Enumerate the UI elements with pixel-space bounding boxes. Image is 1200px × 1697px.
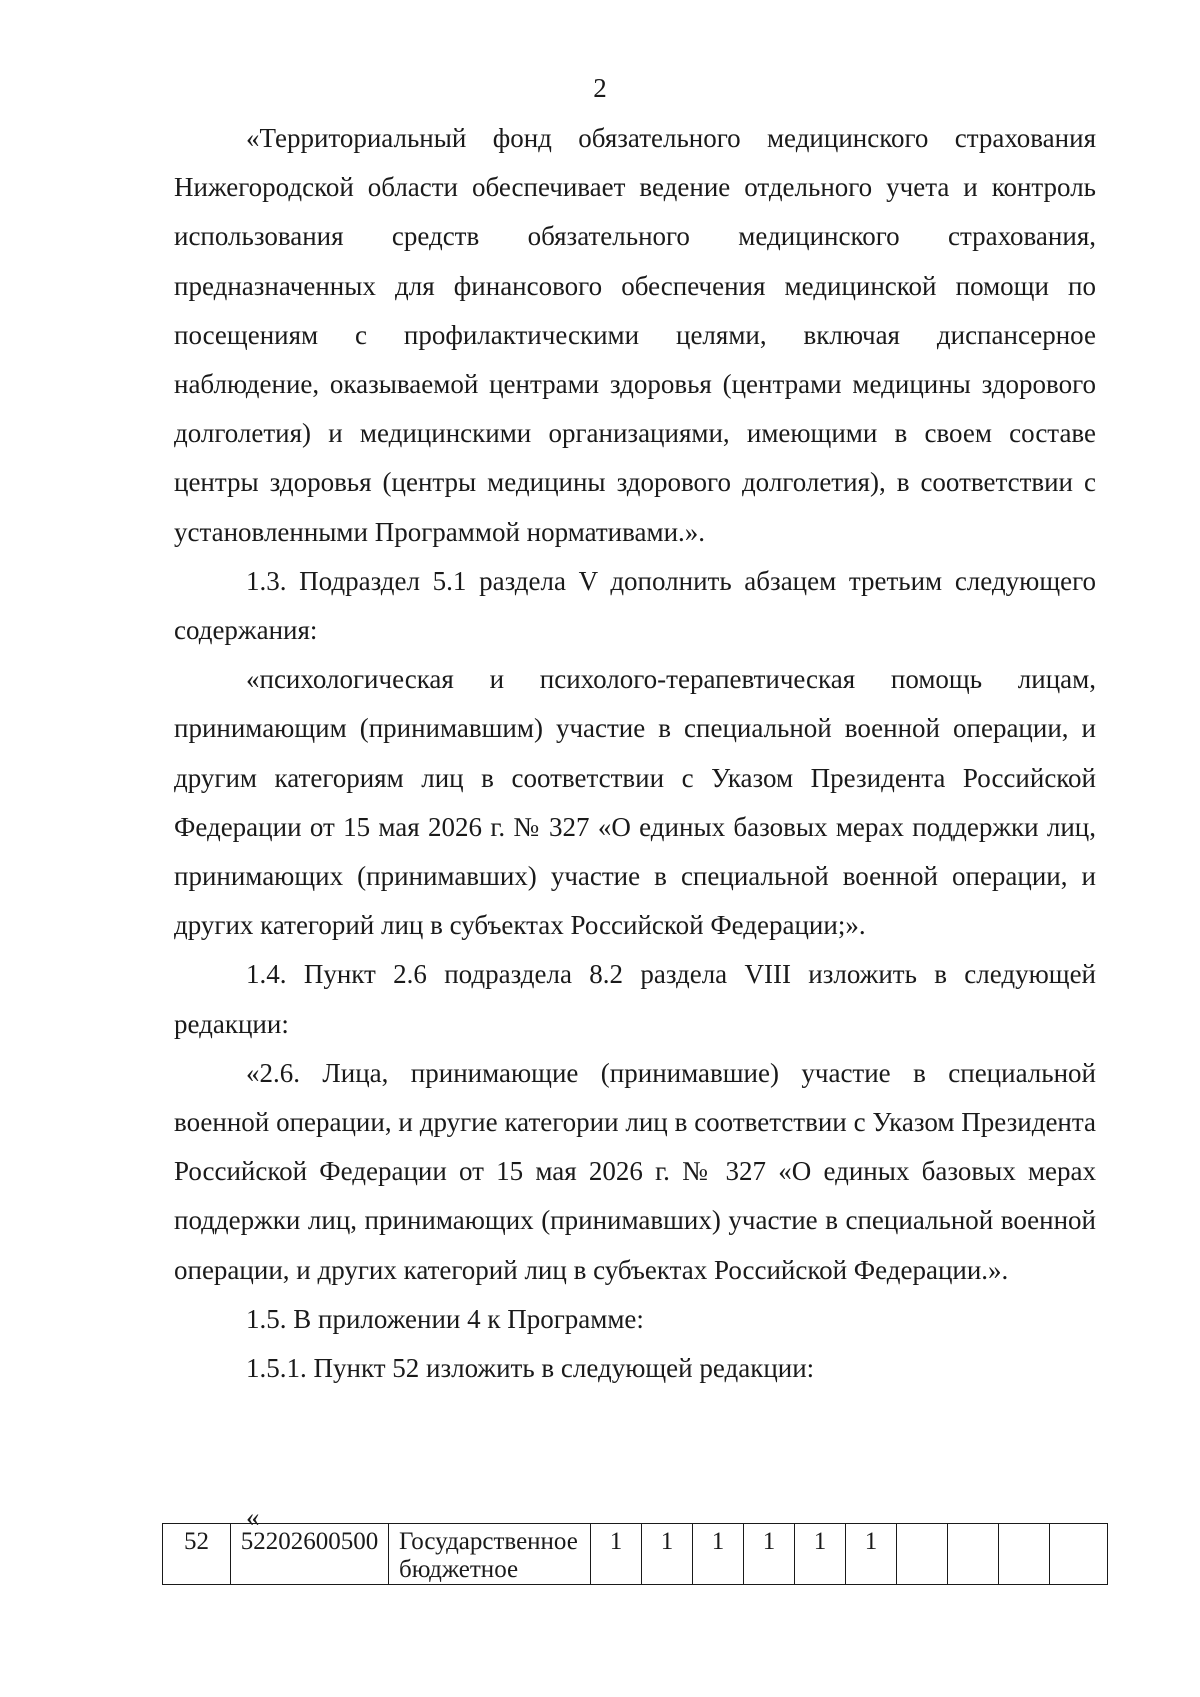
empty-cell — [897, 1524, 948, 1585]
paragraph: «Территориальный фонд обязательного медицинского страхования Нижегородской области обеспечивает ведение отдельного учета и контроль использования средств обязательного медицинского страхования, предназначенных для финансового обеспечения медицинской помощи по посещениям с профилактическими целями, включая диспансерное наблюдение, оказываемой центрами здоровья (центрами медицины здорового долголетия) и медицинскими организациями, имеющими в своем составе центры здоровья (центры медицины здорового долголетия), в соответствии с установленными Программой нормативами.». — [174, 123, 1096, 547]
org-code-cell: 52202600500 — [231, 1524, 389, 1585]
mark-cell: 1 — [693, 1524, 744, 1585]
org-name-line: бюджетное — [399, 1556, 519, 1583]
table-row — [163, 1524, 1108, 1585]
mark-cell: 1 — [846, 1524, 897, 1585]
paragraph: 1.4. Пункт 2.6 подраздела 8.2 раздела VIII изложить в следующей редакции: — [174, 959, 1096, 1039]
appendix-table — [162, 1523, 1108, 1585]
mark-cell: 1 — [744, 1524, 795, 1585]
empty-cell — [948, 1524, 999, 1585]
org-name-line: Государственное — [399, 1528, 578, 1555]
empty-cell — [1050, 1524, 1108, 1585]
paragraph: 1.5. В приложении 4 к Программе: — [246, 1303, 644, 1334]
paragraph: «психологическая и психолого-терапевтическая помощь лицам, принимающим (принимавшим) участие в специальной военной операции, и другим категориям лиц в соответствии с Указом Президента Российской Федерации от 15 мая 2026 г. № 327 «О единых базовых мерах поддержки лиц, принимающих (принимавших) участие в специальной военной операции, и других категорий лиц в субъектах Российской Федерации;». — [174, 664, 1096, 941]
paragraph: «2.6. Лица, принимающие (принимавшие) участие в специальной военной операции, и другие категории лиц в соответствии с Указом Президента Российской Федерации от 15 мая 2026 г. № 327 «О единых базовых мерах поддержки лиц, принимающих (принимавших) участие в специальной военной операции, и других категорий лиц в субъектах Российской Федерации.». — [174, 1057, 1096, 1285]
page-number: 2 — [593, 73, 607, 103]
row-number-cell: 52 — [163, 1524, 231, 1585]
paragraph: 1.5.1. Пункт 52 изложить в следующей редакции: — [246, 1353, 815, 1384]
mark-cell: 1 — [642, 1524, 693, 1585]
document-body — [174, 114, 1096, 1393]
mark-cell: 1 — [591, 1524, 642, 1585]
org-name-cell — [389, 1524, 591, 1585]
paragraph: 1.3. Подраздел 5.1 раздела V дополнить абзацем третьим следующего содержания: — [174, 565, 1096, 646]
empty-cell — [999, 1524, 1050, 1585]
table-open-quote: « — [246, 1502, 260, 1532]
mark-cell: 1 — [795, 1524, 846, 1585]
